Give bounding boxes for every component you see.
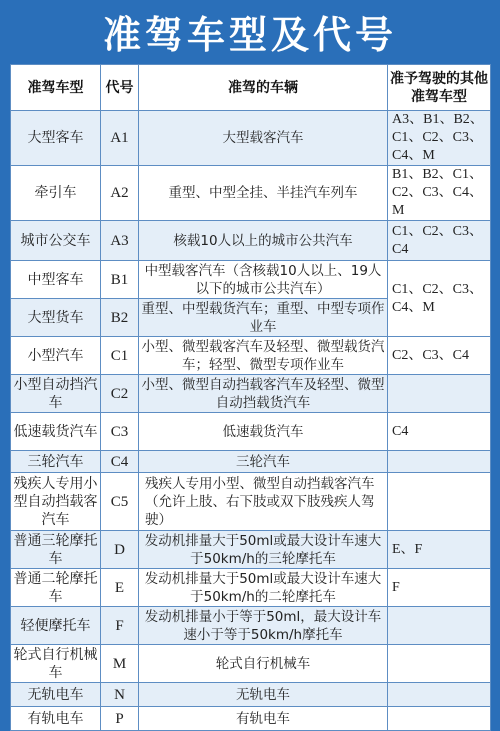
- type-cell: 低速载货汽车: [11, 413, 101, 451]
- table-row: [11, 166, 491, 221]
- vehicles-cell: 中型载客汽车（含核载10人以上、19人以下的城市公共汽车）: [139, 261, 388, 299]
- table-row: [11, 337, 491, 375]
- table-row: [11, 473, 491, 531]
- other-cell: [388, 473, 491, 531]
- type-cell: 牵引车: [11, 166, 101, 221]
- type-cell: 无轨电车: [11, 683, 101, 707]
- code-cell: A1: [101, 111, 139, 166]
- vehicles-cell: 轮式自行机械车: [139, 645, 388, 683]
- other-cell: C1、C2、C3、C4: [388, 221, 491, 261]
- vehicles-cell: 重型、中型全挂、半挂汽车列车: [139, 166, 388, 221]
- table-row: [11, 413, 491, 451]
- header-vehicles: 准驾的车辆: [139, 65, 388, 111]
- type-cell: 小型汽车: [11, 337, 101, 375]
- table-row: [11, 683, 491, 707]
- type-cell: 大型客车: [11, 111, 101, 166]
- other-cell: [388, 707, 491, 731]
- table-row: [11, 221, 491, 261]
- other-cell: [388, 375, 491, 413]
- table-row: [11, 451, 491, 473]
- table-header-row: [11, 65, 491, 111]
- type-cell: 中型客车: [11, 261, 101, 299]
- type-cell: 小型自动挡汽车: [11, 375, 101, 413]
- code-cell: B2: [101, 299, 139, 337]
- other-cell: C2、C3、C4: [388, 337, 491, 375]
- vehicles-cell: 重型、中型载货汽车；重型、中型专项作业车: [139, 299, 388, 337]
- vehicles-cell: 大型载客汽车: [139, 111, 388, 166]
- type-cell: 普通三轮摩托车: [11, 531, 101, 569]
- license-table-frame: [10, 64, 490, 727]
- code-cell: D: [101, 531, 139, 569]
- header-code: 代号: [101, 65, 139, 111]
- other-cell: B1、B2、C1、C2、C3、C4、M: [388, 166, 491, 221]
- type-cell: 三轮汽车: [11, 451, 101, 473]
- vehicles-cell: 无轨电车: [139, 683, 388, 707]
- code-cell: P: [101, 707, 139, 731]
- code-cell: B1: [101, 261, 139, 299]
- code-cell: C3: [101, 413, 139, 451]
- vehicles-cell: 小型、微型载客汽车及轻型、微型载货汽车；轻型、微型专项作业车: [139, 337, 388, 375]
- vehicles-cell: 残疾人专用小型、微型自动挡载客汽车（允许上肢、右下肢或双下肢残疾人驾驶）: [139, 473, 388, 531]
- type-cell: 大型货车: [11, 299, 101, 337]
- table-row: [11, 645, 491, 683]
- code-cell: C2: [101, 375, 139, 413]
- type-cell: 有轨电车: [11, 707, 101, 731]
- other-cell: [388, 645, 491, 683]
- table-row: [11, 111, 491, 166]
- header-other: 准予驾驶的其他准驾车型: [388, 65, 491, 111]
- code-cell: C5: [101, 473, 139, 531]
- code-cell: F: [101, 607, 139, 645]
- code-cell: N: [101, 683, 139, 707]
- type-cell: 残疾人专用小型自动挡载客汽车: [11, 473, 101, 531]
- type-cell: 普通二轮摩托车: [11, 569, 101, 607]
- other-cell: [388, 451, 491, 473]
- other-cell: C4: [388, 413, 491, 451]
- code-cell: M: [101, 645, 139, 683]
- vehicles-cell: 发动机排量大于50ml或最大设计车速大于50km/h的三轮摩托车: [139, 531, 388, 569]
- vehicles-cell: 三轮汽车: [139, 451, 388, 473]
- table-row: [11, 607, 491, 645]
- type-cell: 轮式自行机械车: [11, 645, 101, 683]
- other-cell: [388, 607, 491, 645]
- table-row: [11, 375, 491, 413]
- type-cell: 轻便摩托车: [11, 607, 101, 645]
- code-cell: C4: [101, 451, 139, 473]
- vehicles-cell: 小型、微型自动挡载客汽车及轻型、微型自动挡载货汽车: [139, 375, 388, 413]
- other-cell: E、F: [388, 531, 491, 569]
- header-type: 准驾车型: [11, 65, 101, 111]
- table-row: [11, 531, 491, 569]
- table-row: [11, 569, 491, 607]
- other-cell: C1、C2、C3、C4、M: [388, 261, 491, 337]
- vehicles-cell: 发动机排量小于等于50ml，最大设计车速小于等于50km/h摩托车: [139, 607, 388, 645]
- other-cell: A3、B1、B2、C1、C2、C3、C4、M: [388, 111, 491, 166]
- other-cell: F: [388, 569, 491, 607]
- code-cell: C1: [101, 337, 139, 375]
- vehicles-cell: 发动机排量大于50ml或最大设计车速大于50km/h的二轮摩托车: [139, 569, 388, 607]
- vehicles-cell: 有轨电车: [139, 707, 388, 731]
- vehicles-cell: 核载10人以上的城市公共汽车: [139, 221, 388, 261]
- table-row: [11, 707, 491, 731]
- code-cell: A2: [101, 166, 139, 221]
- license-class-table: [10, 64, 491, 731]
- page-title: 准驾车型及代号: [102, 12, 397, 57]
- other-cell: [388, 683, 491, 707]
- code-cell: E: [101, 569, 139, 607]
- vehicles-cell: 低速载货汽车: [139, 413, 388, 451]
- table-row: [11, 261, 491, 299]
- code-cell: A3: [101, 221, 139, 261]
- type-cell: 城市公交车: [11, 221, 101, 261]
